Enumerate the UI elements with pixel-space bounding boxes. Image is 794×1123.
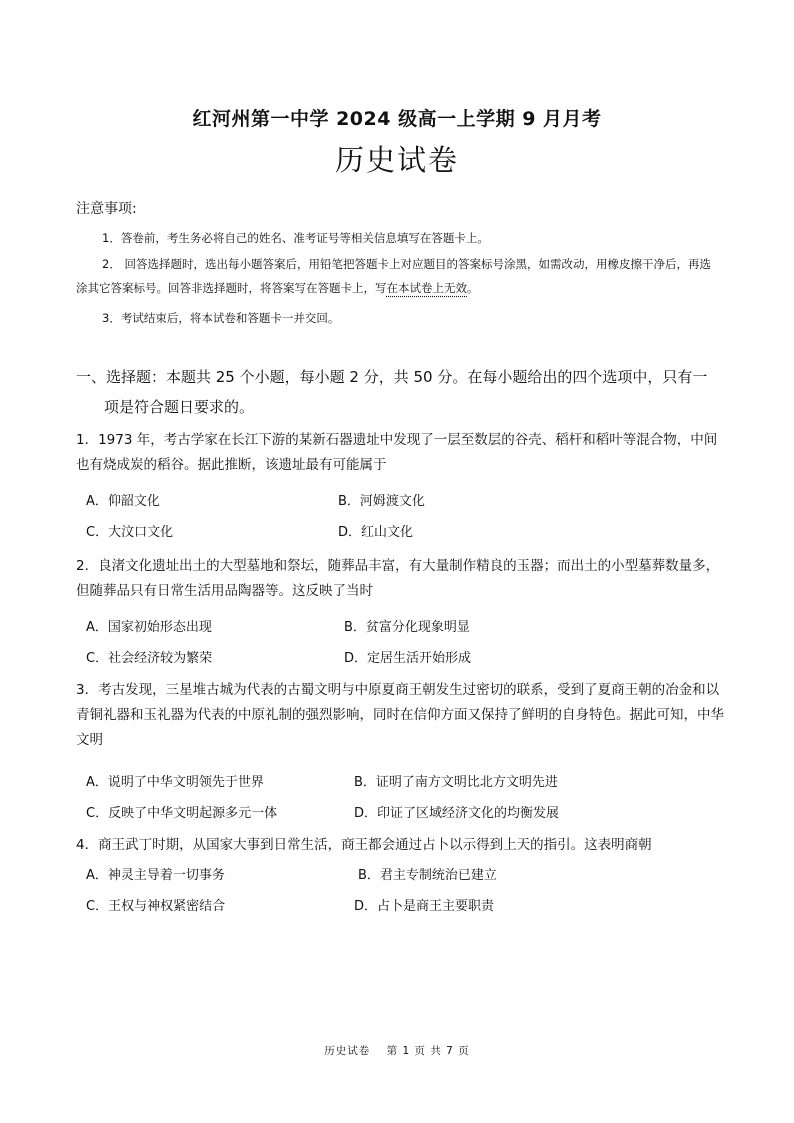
option-d: D．占卜是商王主要职责 <box>354 899 495 914</box>
option-row <box>86 895 686 926</box>
section-line-1: 一、选择题：本题共 25 个小题，每小题 2 分，共 50 分。在每小题给出的四个选项中，只有一 <box>76 368 708 386</box>
option-d: D．红山文化 <box>338 525 414 540</box>
option-row <box>86 616 686 647</box>
option-row <box>86 647 686 678</box>
notice-emphasis: 在本试卷上无效 <box>386 281 467 295</box>
option-b: B．贫富分化现象明显 <box>344 620 470 635</box>
notice-item-2 <box>76 252 720 300</box>
question-3 <box>76 678 726 753</box>
question-1 <box>76 428 726 478</box>
section-line-2: 项是符合题日要求的。 <box>104 398 255 416</box>
question-1-options <box>86 490 686 552</box>
option-row <box>86 864 686 895</box>
option-d: D．定居生活开始形成 <box>344 651 472 666</box>
option-row <box>86 771 686 802</box>
question-stem: 3．考古发现，三星堆古城为代表的古蜀文明与中原夏商王朝发生过密切的联系，受到了夏商王朝的冶金和以青铜礼器和玉礼器为代表的中原礼制的强烈影响，同时在信仰方面又保持了鲜明的自身特色。据此可知，中华文明 <box>76 682 724 748</box>
option-b: B．证明了南方文明比北方文明先进 <box>354 775 558 790</box>
question-stem: 1．1973 年，考古学家在长江下游的某新石器遗址中发现了一层至数层的谷壳、稻杆和稻叶等混合物，中间也有烧成炭的稻谷。据此推断，该遗址最有可能属于 <box>76 432 718 473</box>
question-3-options <box>86 771 686 833</box>
question-2 <box>76 554 726 604</box>
option-c: C．王权与神权紧密结合 <box>86 899 226 914</box>
option-row <box>86 490 686 521</box>
option-a: A．神灵主导着一切事务 <box>86 868 225 883</box>
footer-name: 历史试卷 <box>324 1045 371 1057</box>
option-a: A．说明了中华文明领先于世界 <box>86 775 264 790</box>
page-number: 第 1 页 共 7 页 <box>386 1045 470 1057</box>
option-c: C．反映了中华文明起源多元一体 <box>86 806 278 821</box>
exam-title: 红河州第一中学 2024 级高一上学期 9 月月考 <box>192 108 602 130</box>
notice-text-3: 3．考试结束后，将本试卷和答题卡一并交回。 <box>102 311 340 325</box>
option-b: B．君主专制统治已建立 <box>358 868 497 883</box>
option-a: A．国家初始形态出现 <box>86 620 212 635</box>
notice-item-1 <box>76 226 720 250</box>
notice-text-1: 1．答卷前，考生务必将自己的姓名、准考证号等相关信息填写在答题卡上。 <box>102 231 489 245</box>
option-c: C．社会经济较为繁荣 <box>86 651 213 666</box>
option-d: D．印证了区域经济文化的均衡发展 <box>354 806 560 821</box>
question-2-options <box>86 616 686 678</box>
option-row <box>86 521 686 552</box>
section-heading <box>76 362 726 422</box>
exam-subject: 历史试卷 <box>334 143 459 177</box>
question-4 <box>76 833 726 858</box>
question-4-options <box>86 864 686 926</box>
option-c: C．大汶口文化 <box>86 525 174 540</box>
notice-text-2 <box>76 252 720 300</box>
notice-heading: 注意事项: <box>76 201 137 217</box>
question-stem: 4．商王武丁时期，从国家大事到日常生活，商王都会通过占卜以示得到上天的指引。这表明商朝 <box>76 837 652 853</box>
notice-text-2c: 。 <box>467 281 479 295</box>
option-b: B．河姆渡文化 <box>338 494 425 509</box>
notice-item-3 <box>76 306 720 330</box>
notice-text-2a: 2． 回答选择题时，选出每小题答案后，用铅笔把答题卡上对应题目的答案标号涂黑，如需改动，用橡皮擦干净后，再选涂其它答案标号。回答非选择题时，将答案写在答题卡上，写 <box>76 257 711 295</box>
option-a: A．仰韶文化 <box>86 494 160 509</box>
option-row <box>86 802 686 833</box>
question-stem: 2．良渚文化遗址出土的大型墓地和祭坛，随葬品丰富，有大量制作精良的玉器；而出土的小型墓葬数量多，但随葬品只有日常生活用品陶器等。这反映了当时 <box>76 558 720 599</box>
page-footer <box>0 1043 794 1058</box>
